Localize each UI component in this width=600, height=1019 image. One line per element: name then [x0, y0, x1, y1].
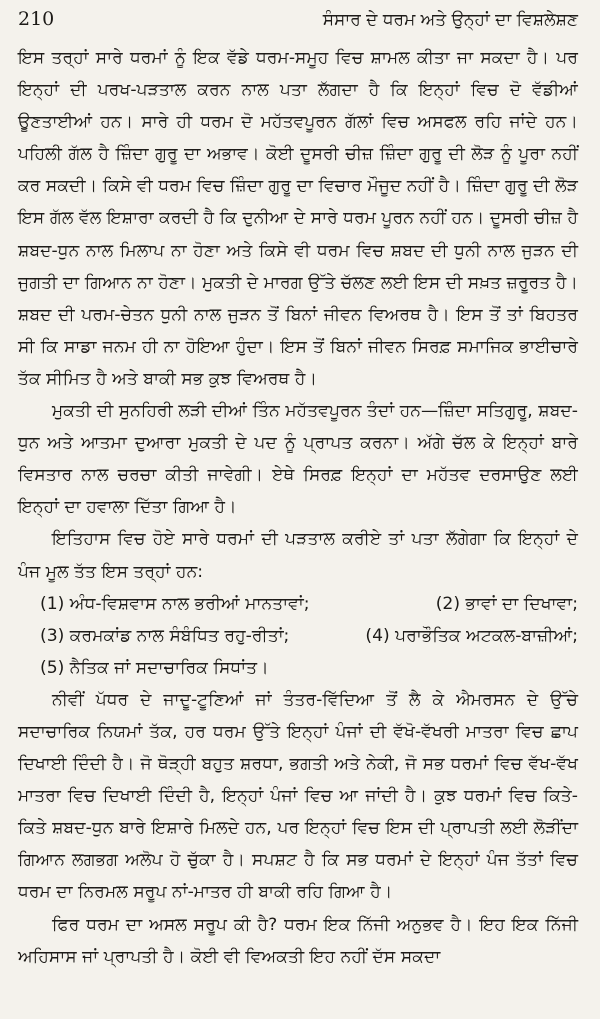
- page-number: 210: [18, 8, 55, 30]
- paragraph-5: ਫਿਰ ਧਰਮ ਦਾ ਅਸਲ ਸਰੂਪ ਕੀ ਹੈ? ਧਰਮ ਇਕ ਨਿੱਜੀ ਅਨੁਭਵ ਹੈ। ਇਹ ਇਕ ਨਿੱਜੀ ਅਹਿਸਾਸ ਜਾਂ ਪ੍ਰਾਪਤੀ ਹੈ। ਕੋਈ ਵੀ ਵਿਅਕਤੀ ਇਹ ਨਹੀਂ ਦੱਸ ਸਕਦਾ: [18, 914, 578, 967]
- list-row: [40, 620, 578, 652]
- list-item: (4) ਪਰਾਭੌਤਿਕ ਅਟਕਲ-ਬਾਜ਼ੀਆਂ;: [365, 625, 578, 646]
- paragraph-2: ਮੁਕਤੀ ਦੀ ਸੁਨਹਿਰੀ ਲੜੀ ਦੀਆਂ ਤਿੰਨ ਮਹੱਤਵਪੂਰਨ ਤੰਦਾਂ ਹਨ—ਜ਼ਿੰਦਾ ਸਤਿਗੁਰੂ, ਸ਼ਬਦ-ਧੁਨ ਅਤੇ ਆਤਮਾ ਦੁਆਰਾ ਮੁਕਤੀ ਦੇ ਪਦ ਨੂੰ ਪ੍ਰਾਪਤ ਕਰਨਾ। ਅੱਗੇ ਚੱਲ ਕੇ ਇਨ੍ਹਾਂ ਬਾਰੇ ਵਿਸਤਾਰ ਨਾਲ ਚਰਚਾ ਕੀਤੀ ਜਾਵੇਗੀ। ਏਥੇ ਸਿਰਫ਼ ਇਨ੍ਹਾਂ ਦਾ ਮਹੱਤਵ ਦਰਸਾਉਣ ਲਈ ਇਨ੍ਹਾਂ ਦਾ ਹਵਾਲਾ ਦਿੱਤਾ ਗਿਆ ਹੈ।: [18, 401, 578, 518]
- running-head: [18, 8, 578, 42]
- paragraph-1: ਇਸ ਤਰ੍ਹਾਂ ਸਾਰੇ ਧਰਮਾਂ ਨੂੰ ਇਕ ਵੱਡੇ ਧਰਮ-ਸਮੂਹ ਵਿਚ ਸ਼ਾਮਲ ਕੀਤਾ ਜਾ ਸਕਦਾ ਹੈ। ਪਰ ਇਨ੍ਹਾਂ ਦੀ ਪਰਖ-ਪੜਤਾਲ ਕਰਨ ਨਾਲ ਪਤਾ ਲੱਗਦਾ ਹੈ ਕਿ ਇਨ੍ਹਾਂ ਵਿਚ ਦੋ ਵੱਡੀਆਂ ਊਣਤਾਈਆਂ ਹਨ। ਸਾਰੇ ਹੀ ਧਰਮ ਦੋ ਮਹੱਤਵਪੂਰਨ ਗੱਲਾਂ ਵਿਚ ਅਸਫਲ ਰਹਿ ਜਾਂਦੇ ਹਨ। ਪਹਿਲੀ ਗੱਲ ਹੈ ਜ਼ਿੰਦਾ ਗੁਰੂ ਦਾ ਅਭਾਵ। ਕੋਈ ਦੂਸਰੀ ਚੀਜ਼ ਜ਼ਿੰਦਾ ਗੁਰੂ ਦੀ ਲੋੜ ਨੂੰ ਪੂਰਾ ਨਹੀਂ ਕਰ ਸਕਦੀ। ਕਿਸੇ ਵੀ ਧਰਮ ਵਿਚ ਜ਼ਿੰਦਾ ਗੁਰੂ ਦਾ ਵਿਚਾਰ ਮੌਜੂਦ ਨਹੀਂ ਹੈ। ਜ਼ਿੰਦਾ ਗੁਰੂ ਦੀ ਲੋੜ ਇਸ ਗੱਲ ਵੱਲ ਇਸ਼ਾਰਾ ਕਰਦੀ ਹੈ ਕਿ ਦੁਨੀਆ ਦੇ ਸਾਰੇ ਧਰਮ ਪੂਰਨ ਨਹੀਂ ਹਨ। ਦੂਸਰੀ ਚੀਜ਼ ਹੈ ਸ਼ਬਦ-ਧੁਨ ਨਾਲ ਮਿਲਾਪ ਨਾ ਹੋਣਾ ਅਤੇ ਕਿਸੇ ਵੀ ਧਰਮ ਵਿਚ ਸ਼ਬਦ ਦੀ ਧੁਨੀ ਨਾਲ ਜੁੜਨ ਦੀ ਜੁਗਤੀ ਦਾ ਗਿਆਨ ਨਾ ਹੋਣਾ। ਮੁਕਤੀ ਦੇ ਮਾਰਗ ਉੱਤੇ ਚੱਲਣ ਲਈ ਇਸ ਦੀ ਸਖ਼ਤ ਜ਼ਰੂਰਤ ਹੈ। ਸ਼ਬਦ ਦੀ ਪਰਮ-ਚੇਤਨ ਧੁਨੀ ਨਾਲ ਜੁੜਨ ਤੋਂ ਬਿਨਾਂ ਜੀਵਨ ਵਿਅਰਥ ਹੈ। ਇਸ ਤੋਂ ਤਾਂ ਬਿਹਤਰ ਸੀ ਕਿ ਸਾਡਾ ਜਨਮ ਹੀ ਨਾ ਹੋਇਆ ਹੁੰਦਾ। ਇਸ ਤੋਂ ਬਿਨਾਂ ਜੀਵਨ ਸਿਰਫ਼ ਸਮਾਜਿਕ ਭਾਈਚਾਰੇ ਤੱਕ ਸੀਮਿਤ ਹੈ ਅਤੇ ਬਾਕੀ ਸਭ ਕੁਝ ਵਿਅਰਥ ਹੈ।: [18, 48, 578, 389]
- paragraph-4: ਨੀਵੀਂ ਪੱਧਰ ਦੇ ਜਾਦੂ-ਟੂਣਿਆਂ ਜਾਂ ਤੰਤਰ-ਵਿੱਦਿਆ ਤੋਂ ਲੈ ਕੇ ਐਮਰਸਨ ਦੇ ਉੱਚੇ ਸਦਾਚਾਰਿਕ ਨਿਯਮਾਂ ਤੱਕ, ਹਰ ਧਰਮ ਉੱਤੇ ਇਨ੍ਹਾਂ ਪੰਜਾਂ ਦੀ ਵੱਖੋ-ਵੱਖਰੀ ਮਾਤਰਾ ਵਿਚ ਛਾਪ ਦਿਖਾਈ ਦਿੰਦੀ ਹੈ। ਜੋ ਥੋੜ੍ਹੀ ਬਹੁਤ ਸ਼ਰਧਾ, ਭਗਤੀ ਅਤੇ ਨੇਕੀ, ਜੋ ਸਭ ਧਰਮਾਂ ਵਿਚ ਵੱਖ-ਵੱਖ ਮਾਤਰਾ ਵਿਚ ਦਿਖਾਈ ਦਿੰਦੀ ਹੈ, ਇਨ੍ਹਾਂ ਪੰਜਾਂ ਵਿਚ ਆ ਜਾਂਦੀ ਹੈ। ਕੁਝ ਧਰਮਾਂ ਵਿਚ ਕਿਤੇ-ਕਿਤੇ ਸ਼ਬਦ-ਧੁਨ ਬਾਰੇ ਇਸ਼ਾਰੇ ਮਿਲਦੇ ਹਨ, ਪਰ ਇਨ੍ਹਾਂ ਵਿਚ ਇਸ ਦੀ ਪ੍ਰਾਪਤੀ ਲਈ ਲੋੜੀਂਦਾ ਗਿਆਨ ਲਗਭਗ ਅਲੋਪ ਹੋ ਚੁੱਕਾ ਹੈ। ਸਪਸ਼ਟ ਹੈ ਕਿ ਸਭ ਧਰਮਾਂ ਦੇ ਇਨ੍ਹਾਂ ਪੰਜ ਤੱਤਾਂ ਵਿਚ ਧਰਮ ਦਾ ਨਿਰਮਲ ਸਰੂਪ ਨਾਂ-ਮਾਤਰ ਹੀ ਬਾਕੀ ਰਹਿ ਗਿਆ ਹੈ।: [18, 689, 578, 903]
- list-item: (1) ਅੰਧ-ਵਿਸ਼ਵਾਸ ਨਾਲ ਭਰੀਆਂ ਮਾਨਤਾਵਾਂ;: [40, 593, 310, 614]
- body-text: [18, 42, 578, 973]
- list-row: [40, 588, 578, 620]
- list-item: (5) ਨੈਤਿਕ ਜਾਂ ਸਦਾਚਾਰਿਕ ਸਿਧਾਂਤ।: [40, 657, 269, 678]
- running-title: ਸੰਸਾਰ ਦੇ ਧਰਮ ਅਤੇ ਉਨ੍ਹਾਂ ਦਾ ਵਿਸ਼ਲੇਸ਼ਣ: [322, 10, 578, 30]
- paragraph-3: ਇਤਿਹਾਸ ਵਿਚ ਹੋਏ ਸਾਰੇ ਧਰਮਾਂ ਦੀ ਪੜਤਾਲ ਕਰੀਏ ਤਾਂ ਪਤਾ ਲੱਗੇਗਾ ਕਿ ਇਨ੍ਹਾਂ ਦੇ ਪੰਜ ਮੂਲ ਤੱਤ ਇਸ ਤਰ੍ਹਾਂ ਹਨ:: [18, 529, 578, 582]
- list-item: (2) ਭਾਵਾਂ ਦਾ ਦਿਖਾਵਾ;: [435, 593, 578, 614]
- list-row: [40, 652, 578, 684]
- list-item: (3) ਕਰਮਕਾਂਡ ਨਾਲ ਸੰਬੰਧਿਤ ਰਹੁ-ਰੀਤਾਂ;: [40, 625, 290, 646]
- five-elements-list: [18, 588, 578, 684]
